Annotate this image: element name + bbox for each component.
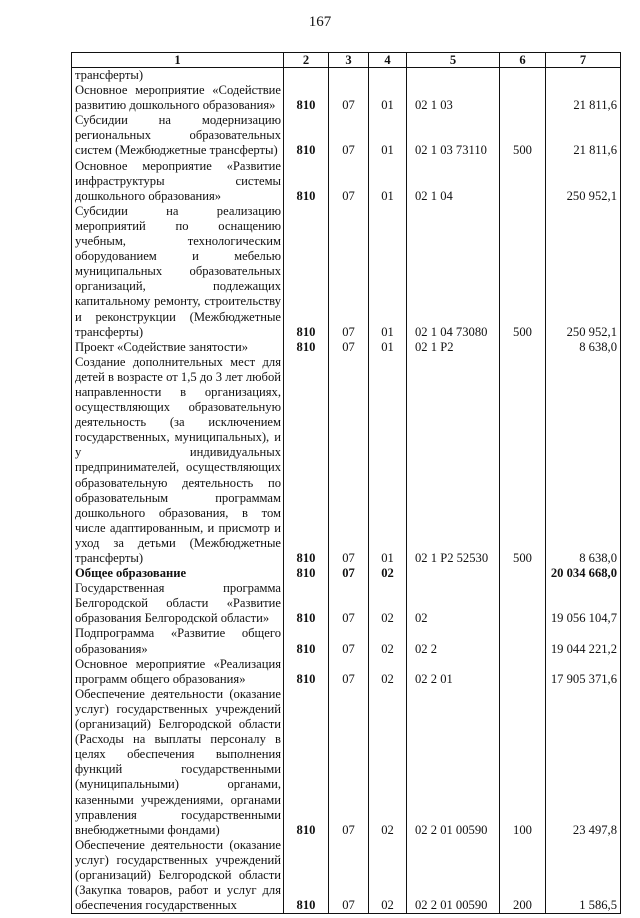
amount-cell: 17 905 371,6 [546,657,621,687]
target-article-cell: 02 1 P2 [407,340,500,355]
section-code-cell: 07 [329,83,369,113]
amount-cell: 21 811,6 [546,113,621,158]
amount-cell: 8 638,0 [546,340,621,355]
subsection-code-cell: 02 [369,581,407,626]
amount-cell: 250 952,1 [546,204,621,340]
expense-type-cell [500,159,546,204]
section-code-cell: 07 [329,838,369,914]
subsection-code-cell: 01 [369,159,407,204]
amount-cell: 8 638,0 [546,355,621,566]
subsection-code-cell: 02 [369,838,407,914]
header-row [72,53,621,68]
budget-table-container [71,52,621,914]
amount-cell: 23 497,8 [546,687,621,838]
table-row [72,204,621,340]
target-article-cell [407,68,500,84]
row-name-cell: Обеспечение деятельности (оказание услуг) государственных учреждений (организаций) Белгородской области (Закупка товаров, работ и услуг для обеспечения государственных [72,838,284,914]
subsection-code-cell: 02 [369,657,407,687]
section-code-cell: 07 [329,159,369,204]
header-cell: 4 [369,53,407,68]
expense-type-cell [500,626,546,656]
target-article-cell: 02 1 P2 52530 [407,355,500,566]
page-number: 167 [308,14,332,30]
row-name-cell: Основное мероприятие «Содействие развитию дошкольного образования» [72,83,284,113]
section-code-cell: 07 [329,566,369,581]
row-name-cell: Общее образование [72,566,284,581]
admin-code-cell: 810 [284,566,329,581]
admin-code-cell: 810 [284,159,329,204]
row-name-cell: Создание дополнительных мест для детей в возрасте от 1,5 до 3 лет любой направленности в организациях, осуществляющих образовательную деятельность (за исключением государственных, муниципальных), и у индивидуальных предпринимателей, осуществляющих образовательную деятельность по образовательным программам дошкольного образования, в том числе адаптированным, и присмотр и уход за детьми (Межбюджетные трансферты) [72,355,284,566]
header-cell: 1 [72,53,284,68]
table-row [72,581,621,626]
admin-code-cell: 810 [284,204,329,340]
subsection-code-cell: 01 [369,355,407,566]
table-body [72,68,621,914]
target-article-cell: 02 2 [407,626,500,656]
section-code-cell: 07 [329,657,369,687]
target-article-cell: 02 [407,581,500,626]
expense-type-cell [500,566,546,581]
section-code-cell: 07 [329,204,369,340]
table-row [72,566,621,581]
admin-code-cell: 810 [284,626,329,656]
subsection-code-cell: 01 [369,83,407,113]
row-name-cell: трансферты) [72,68,284,84]
table-row [72,626,621,656]
admin-code-cell: 810 [284,581,329,626]
table-row [72,657,621,687]
table-row [72,340,621,355]
target-article-cell: 02 1 03 [407,83,500,113]
header-cell: 5 [407,53,500,68]
header-cell: 6 [500,53,546,68]
expense-type-cell [500,581,546,626]
subsection-code-cell: 01 [369,340,407,355]
expense-type-cell: 100 [500,687,546,838]
expense-type-cell [500,83,546,113]
expense-type-cell [500,340,546,355]
subsection-code-cell [369,68,407,84]
header-cell: 2 [284,53,329,68]
expense-type-cell [500,68,546,84]
target-article-cell: 02 1 04 [407,159,500,204]
table-row [72,113,621,158]
table-row [72,838,621,914]
expense-type-cell: 500 [500,113,546,158]
header-cell: 7 [546,53,621,68]
section-code-cell: 07 [329,355,369,566]
target-article-cell [407,566,500,581]
admin-code-cell: 810 [284,687,329,838]
row-name-cell: Государственная программа Белгородской области «Развитие образования Белгородской области» [72,581,284,626]
section-code-cell [329,68,369,84]
row-name-cell: Основное мероприятие «Реализация программ общего образования» [72,657,284,687]
admin-code-cell [284,68,329,84]
table-row [72,687,621,838]
amount-cell: 20 034 668,0 [546,566,621,581]
admin-code-cell: 810 [284,83,329,113]
row-name-cell: Субсидии на реализацию мероприятий по оснащению учебным, технологическим оборудованием и мебелью муниципальных образовательных организаций, подлежащих капитальному ремонту, строительству и реконструкции (Межбюджетные трансферты) [72,204,284,340]
table-row [72,159,621,204]
subsection-code-cell: 02 [369,687,407,838]
expense-type-cell: 500 [500,204,546,340]
section-code-cell: 07 [329,340,369,355]
budget-table [71,52,621,914]
amount-cell: 19 056 104,7 [546,581,621,626]
row-name-cell: Проект «Содействие занятости» [72,340,284,355]
admin-code-cell: 810 [284,838,329,914]
row-name-cell: Обеспечение деятельности (оказание услуг) государственных учреждений (организаций) Белгородской области (Расходы на выплаты персоналу в целях обеспечения выполнения функций государственными (муниципальными) органами, казенными учреждениями, органами управления государственными внебюджетными фондами) [72,687,284,838]
table-row [72,355,621,566]
subsection-code-cell: 01 [369,113,407,158]
section-code-cell: 07 [329,687,369,838]
amount-cell [546,68,621,84]
section-code-cell: 07 [329,626,369,656]
row-name-cell: Подпрограмма «Развитие общего образования» [72,626,284,656]
target-article-cell: 02 1 04 73080 [407,204,500,340]
subsection-code-cell: 01 [369,204,407,340]
amount-cell: 1 586,5 [546,838,621,914]
header-cell: 3 [329,53,369,68]
target-article-cell: 02 2 01 00590 [407,838,500,914]
subsection-code-cell: 02 [369,626,407,656]
amount-cell: 250 952,1 [546,159,621,204]
row-name-cell: Субсидии на модернизацию региональных образовательных систем (Межбюджетные трансферты) [72,113,284,158]
target-article-cell: 02 2 01 00590 [407,687,500,838]
expense-type-cell: 200 [500,838,546,914]
target-article-cell: 02 2 01 [407,657,500,687]
row-name-cell: Основное мероприятие «Развитие инфраструктуры системы дошкольного образования» [72,159,284,204]
amount-cell: 19 044 221,2 [546,626,621,656]
section-code-cell: 07 [329,113,369,158]
admin-code-cell: 810 [284,657,329,687]
admin-code-cell: 810 [284,113,329,158]
admin-code-cell: 810 [284,340,329,355]
target-article-cell: 02 1 03 73110 [407,113,500,158]
expense-type-cell: 500 [500,355,546,566]
table-row [72,83,621,113]
amount-cell: 21 811,6 [546,83,621,113]
admin-code-cell: 810 [284,355,329,566]
table-row [72,68,621,84]
subsection-code-cell: 02 [369,566,407,581]
section-code-cell: 07 [329,581,369,626]
expense-type-cell [500,657,546,687]
